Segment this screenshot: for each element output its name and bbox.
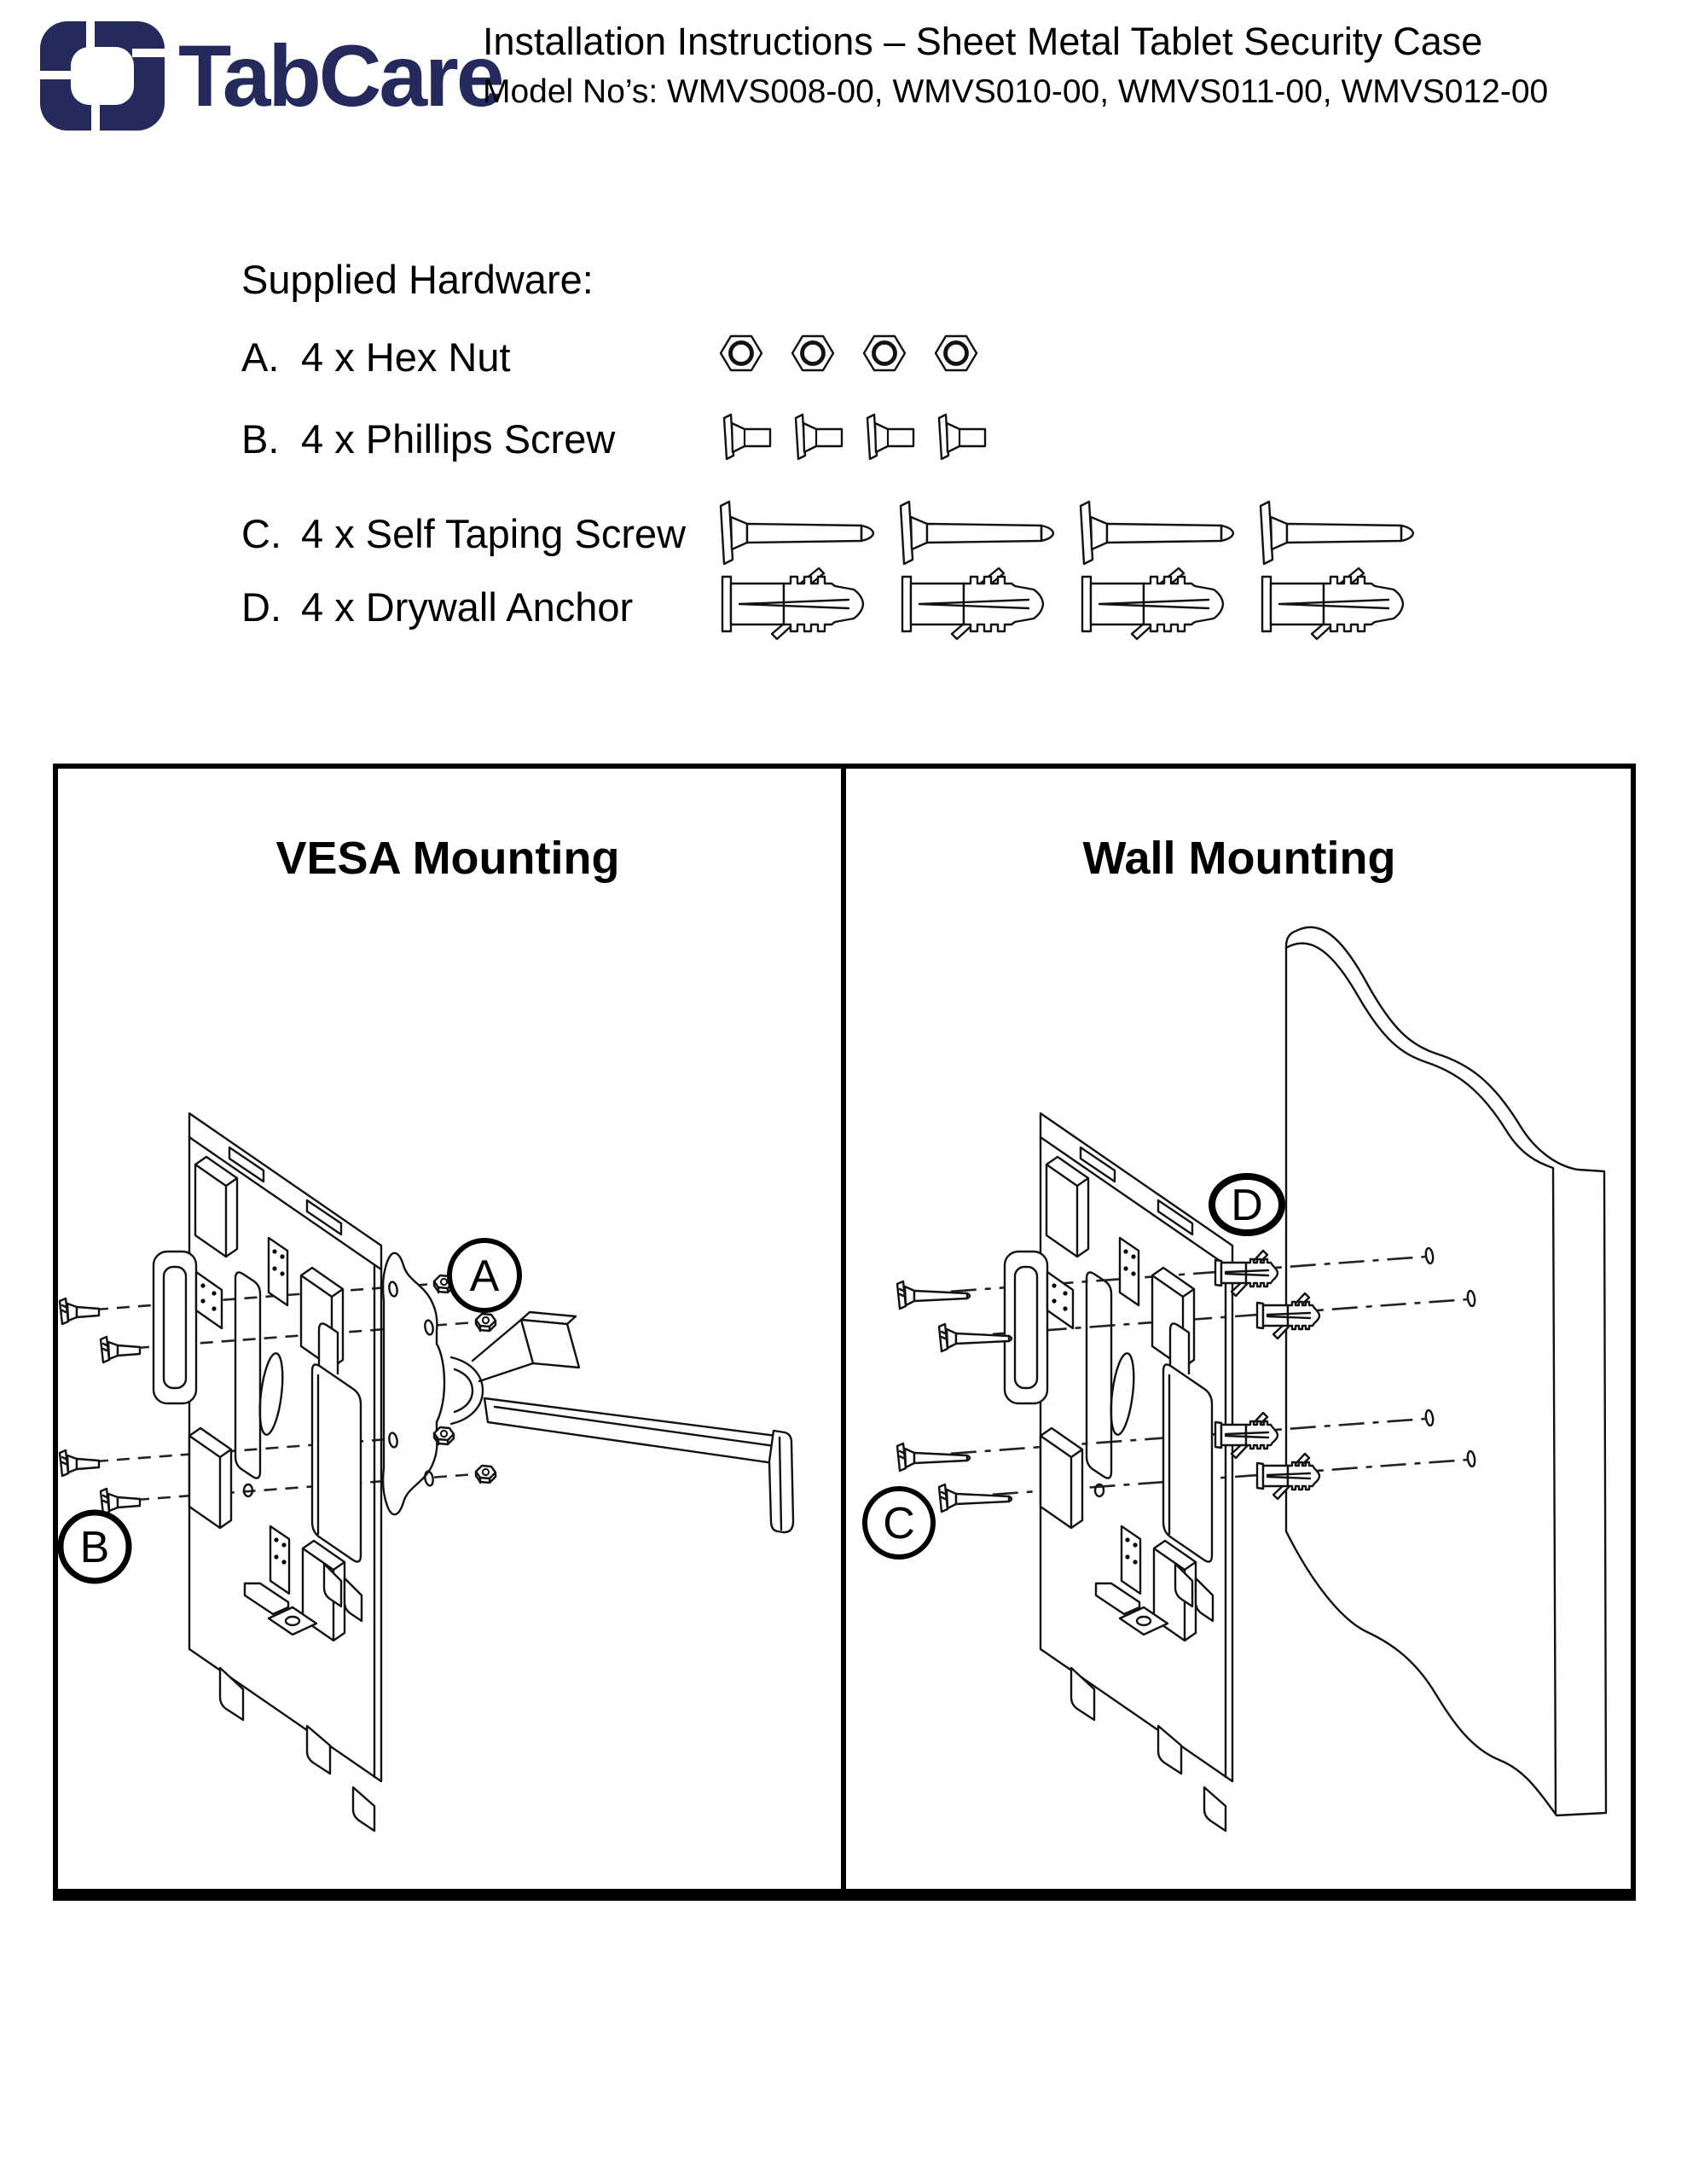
vesa-mounting-diagram bbox=[53, 764, 843, 1901]
self-taping-screw-icon bbox=[1078, 497, 1244, 569]
hardware-heading: Supplied Hardware: bbox=[241, 257, 594, 302]
svg-text:D: D bbox=[1231, 1181, 1263, 1230]
phillips-screw-icon bbox=[721, 412, 774, 462]
callout-b bbox=[61, 1513, 129, 1581]
phillips-screw-icon bbox=[792, 412, 845, 462]
callout-c bbox=[865, 1489, 933, 1557]
item-label: 4 x Drywall Anchor bbox=[301, 584, 634, 630]
item-label: 4 x Phillips Screw bbox=[301, 416, 616, 462]
drywall-anchor-icon bbox=[1261, 566, 1416, 642]
panel-divider bbox=[841, 764, 846, 1901]
hex-nut-icon bbox=[934, 334, 978, 372]
callout-d bbox=[1212, 1176, 1282, 1233]
hex-nut-icon bbox=[862, 334, 907, 372]
drywall-anchor-icon bbox=[1081, 566, 1236, 642]
brand-logo bbox=[38, 12, 502, 140]
drywall-anchor-icon bbox=[721, 566, 876, 642]
hardware-row-drywall-anchor bbox=[241, 584, 633, 630]
self-taping-screw-icons bbox=[718, 497, 1424, 569]
callout-a bbox=[449, 1240, 519, 1310]
wall-section bbox=[1286, 927, 1606, 1815]
phillips-screw-icons bbox=[721, 412, 988, 462]
monitor-arm bbox=[451, 1312, 793, 1532]
document-title: Installation Instructions – Sheet Metal Tablet Security Case bbox=[483, 20, 1483, 63]
vesa-mounting-title: VESA Mounting bbox=[275, 833, 620, 884]
phillips-screws-exploded bbox=[60, 1298, 140, 1514]
tablet-logo-icon bbox=[38, 20, 166, 132]
self-taping-screw-icon bbox=[718, 497, 884, 569]
drywall-anchor-icons bbox=[721, 566, 1416, 642]
wall-mounting-title: Wall Mounting bbox=[1082, 833, 1396, 884]
hex-nut-icons bbox=[719, 334, 978, 372]
brand-wordmark: TabCare bbox=[178, 27, 502, 125]
item-key: D. bbox=[241, 584, 281, 630]
hardware-row-self-taping-screw bbox=[241, 510, 686, 557]
item-label: 4 x Hex Nut bbox=[301, 334, 511, 380]
wall-mounting-diagram bbox=[843, 764, 1636, 1901]
phillips-screw-icon bbox=[936, 412, 988, 462]
hardware-row-hex-nut bbox=[241, 334, 511, 380]
hex-nut-icon bbox=[719, 334, 763, 372]
svg-text:B: B bbox=[79, 1523, 110, 1572]
self-taping-screws-exploded bbox=[897, 1281, 1012, 1512]
item-label: 4 x Self Taping Screw bbox=[301, 511, 687, 556]
self-taping-screw-icon bbox=[898, 497, 1064, 569]
item-key: B. bbox=[241, 416, 280, 462]
document-subtitle: Model No’s: WMVS008-00, WMVS010-00, WMVS011-00, WMVS012-00 bbox=[483, 73, 1549, 110]
svg-text:C: C bbox=[883, 1499, 915, 1548]
drywall-anchor-icon bbox=[901, 566, 1056, 642]
item-key: C. bbox=[241, 511, 281, 556]
phillips-screw-icon bbox=[864, 412, 917, 462]
hex-nut-icon bbox=[791, 334, 835, 372]
vesa-adapter-plate bbox=[383, 1253, 444, 1514]
item-key: A. bbox=[241, 334, 280, 380]
svg-text:A: A bbox=[469, 1252, 500, 1301]
self-taping-screw-icon bbox=[1258, 497, 1424, 569]
hardware-row-phillips-screw bbox=[241, 415, 615, 462]
